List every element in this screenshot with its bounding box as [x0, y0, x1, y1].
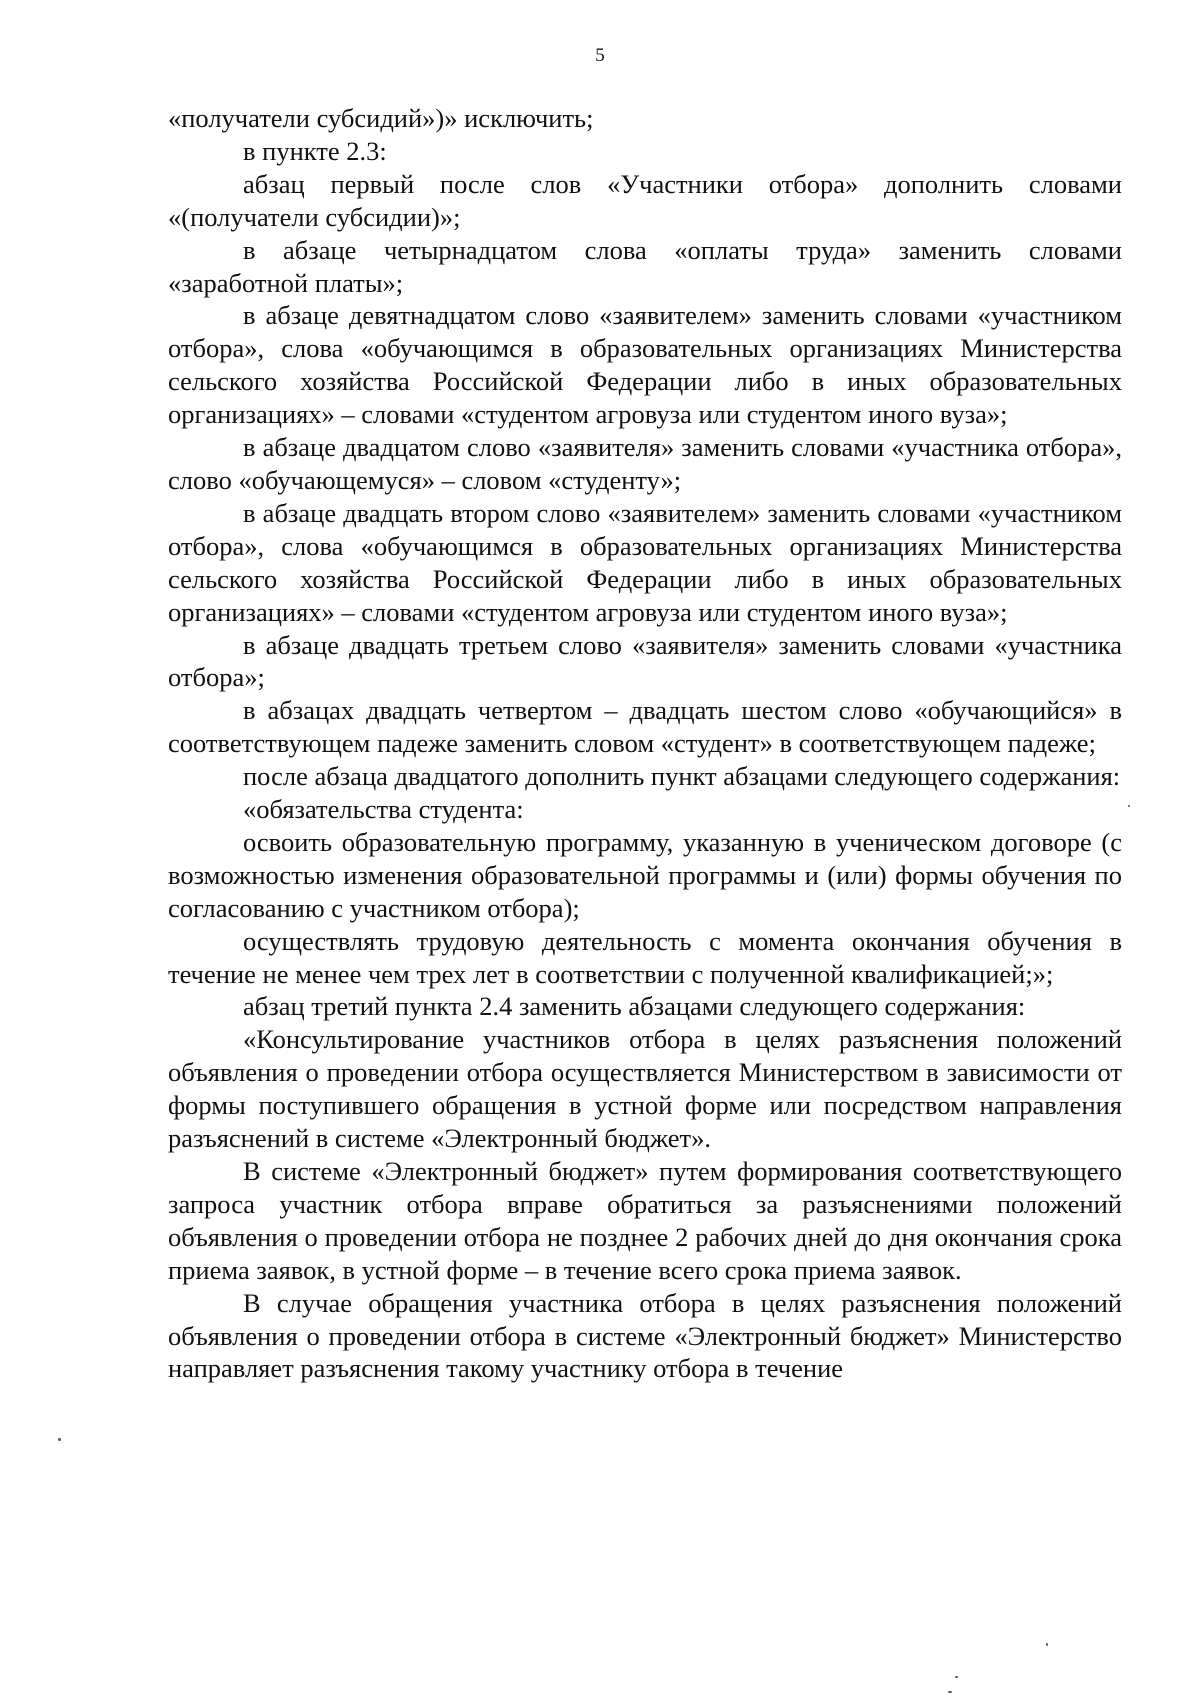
- paragraph: в абзаце двадцать третьем слово «заявителя» заменить словами «участника отбора»;: [168, 629, 1122, 693]
- paragraph: в пункте 2.3:: [243, 135, 387, 166]
- scan-speck: [58, 1438, 61, 1441]
- scan-speck: [955, 1676, 958, 1678]
- paragraph: в абзаце девятнадцатом слово «заявителем» заменить словами «участником отбора», слова «обучающимся в образовательных организациях Министерства сельского хозяйства Российской Федерации либо в иных образовательных организациях» – словами «студентом агровуза или студентом иного вуза»;: [168, 300, 1122, 430]
- paragraph: в абзацах двадцать четвертом – двадцать шестом слово «обучающийся» в соответствующем падеже заменить словом «студент» в соответствующем падеже;: [168, 695, 1122, 759]
- paragraph: в абзаце двадцать втором слово «заявителем» заменить словами «участником отбора», слова «обучающимся в образовательных организациях Министерства сельского хозяйства Российской Федерации либо в иных образовательных организациях» – словами «студентом агровуза или студентом иного вуза»;: [168, 497, 1122, 627]
- paragraph: «получатели субсидий»)» исключить;: [168, 103, 594, 133]
- paragraph: осуществлять трудовую деятельность с момента окончания обучения в течение не менее чем трех лет в соответствии с полученной квалификацией;»;: [168, 925, 1122, 989]
- scan-speck: [1128, 805, 1130, 807]
- paragraph: освоить образовательную программу, указанную в ученическом договоре (с возможностью изменения образовательной программы и (или) формы обучения по согласованию с участником отбора);: [168, 826, 1122, 923]
- paragraph: в абзаце четырнадцатом слова «оплаты труда» заменить словами «заработной платы»;: [168, 234, 1122, 298]
- paragraph: В системе «Электронный бюджет» путем формирования соответствующего запроса участник отбора вправе обратиться за разъяснениями положений объявления о проведении отбора не позднее 2 рабочих дней до дня окончания срока приема заявок, в устной форме – в течение всего срока приема заявок.: [168, 1156, 1122, 1285]
- document-body: [168, 102, 1122, 1385]
- paragraph: «Консультирование участников отбора в целях разъяснения положений объявления о проведении отбора осуществляется Министерством в зависимости от формы поступившего обращения в устной форме или посредством направления разъяснений в системе «Электронный бюджет».: [168, 1024, 1122, 1154]
- paragraph: «обязательства студента:: [243, 794, 524, 825]
- scan-speck: [1046, 1643, 1048, 1646]
- paragraph: абзац третий пункта 2.4 заменить абзацами следующего содержания:: [243, 991, 1026, 1022]
- paragraph: абзац первый после слов «Участники отбора» дополнить словами «(получатели субсидии)»;: [168, 168, 1122, 232]
- scan-speck: [948, 1691, 952, 1693]
- page-number: 5: [595, 45, 605, 66]
- paragraph: В случае обращения участника отбора в целях разъяснения положений объявления о проведении отбора в системе «Электронный бюджет» Министерство направляет разъяснения такому участнику отбора в течение: [168, 1287, 1122, 1384]
- paragraph: в абзаце двадцатом слово «заявителя» заменить словами «участника отбора», слово «обучающемуся» – словом «студенту»;: [168, 432, 1122, 495]
- paragraph: после абзаца двадцатого дополнить пункт абзацами следующего содержания:: [243, 761, 1121, 792]
